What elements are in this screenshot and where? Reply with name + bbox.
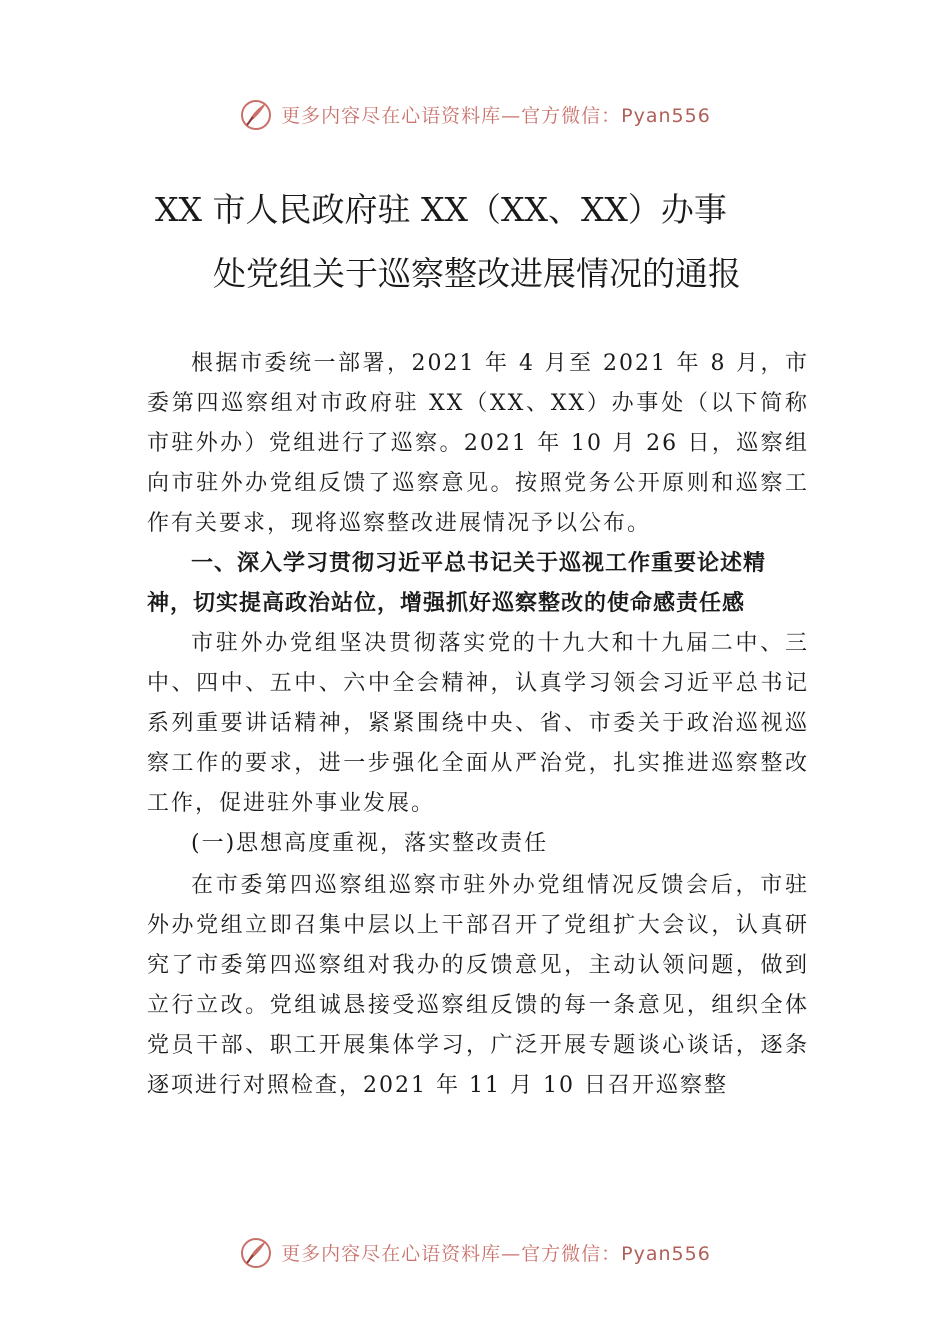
section-1-paragraph: 市驻外办党组坚决贯彻落实党的十九大和十九届二中、三中、四中、五中、六中全会精神，认真学习领会习近平总书记系列重要讲话精神，紧紧围绕中央、省、市委关于政治巡视巡察工作的要求，进一步强化全面从严治党，扎实推进巡察整改工作，促进驻外事业发展。 [147, 631, 809, 816]
section-1-heading: 一、深入学习贯彻习近平总书记关于巡视工作重要论述精神，切实提高政治站位，增强抓好巡察整改的使命感责任感 [147, 551, 767, 616]
document-title-line-2: 处党组关于巡察整改进展情况的通报 [213, 254, 741, 293]
watermark-text: 更多内容尽在心语资料库—官方微信：Pyan556 [281, 1242, 711, 1265]
document-title-line-1: XX 市人民政府驻 XX（XX、XX）办事 [155, 190, 727, 229]
watermark-header [0, 94, 950, 134]
feather-pen-logo-icon [239, 97, 273, 131]
watermark-wechat-id: Pyan556 [621, 104, 711, 127]
watermark-footer [0, 1232, 950, 1272]
subsection-1-heading: (一)思想高度重视，落实整改责任 [191, 831, 549, 856]
intro-paragraph: 根据市委统一部署，2021 年 4 月至 2021 年 8 月，市委第四巡察组对市政府驻 XX（XX、XX）办事处（以下简称市驻外办）党组进行了巡察。2021 年 10 月 26 日，巡察组向市驻外办党组反馈了巡察意见。按照党务公开原则和巡察工作有关要求，现将巡察整改进展情况予以公布。 [147, 351, 809, 536]
subsection-1-paragraph: 在市委第四巡察组巡察市驻外办党组情况反馈会后，市驻外办党组立即召集中层以上干部召开了党组扩大会议，认真研究了市委第四巡察组对我办的反馈意见，主动认领问题，做到立行立改。党组诚恳接受巡察组反馈的每一条意见，组织全体党员干部、职工开展集体学习，广泛开展专题谈心谈话，逐条逐项进行对照检查，2021 年 11 月 10 日召开巡察整 [147, 873, 809, 1098]
watermark-wechat-id: Pyan556 [621, 1242, 711, 1265]
watermark-text: 更多内容尽在心语资料库—官方微信：Pyan556 [281, 104, 711, 127]
document-body [147, 344, 809, 1106]
feather-pen-logo-icon [239, 1235, 273, 1269]
